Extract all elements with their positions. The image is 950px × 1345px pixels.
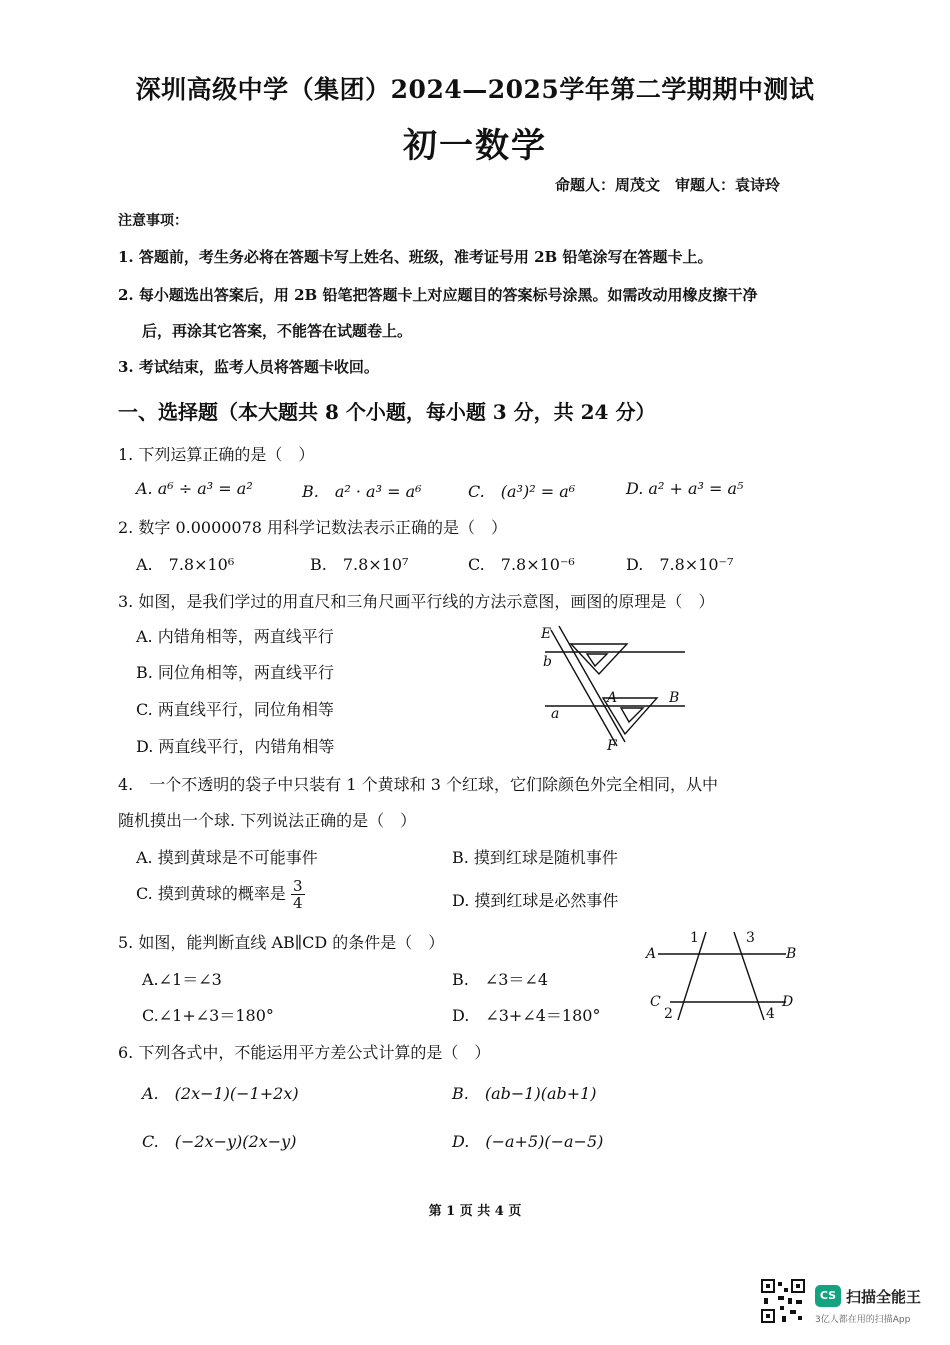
section-title: 一、选择题（本大题共 8 个小题，每小题 3 分，共 24 分） <box>118 400 656 424</box>
question-5-option-c: C.∠1+∠3＝180° <box>142 1006 274 1025</box>
question-1-option-c: C. (a³)² = a⁶ <box>468 482 576 501</box>
question-1-option-a: A. a⁶ ÷ a³ = a² <box>136 479 253 498</box>
notice-item-3: 3. 考试结束，监考人员将答题卡收回。 <box>118 358 379 376</box>
label-point-B: B <box>786 946 797 962</box>
question-3-stem: 3. 如图，是我们学过的用直尺和三角尺画平行线的方法示意图，画图的原理是（ ） <box>118 592 715 611</box>
question-4-option-c-text: C. 摸到黄球的概率是 <box>136 884 286 903</box>
question-2-option-b: B. 7.8×10⁷ <box>310 555 409 574</box>
question-5-option-b: B. ∠3＝∠4 <box>452 970 549 989</box>
question-6-option-a: A. (2x−1)(−1+2x) <box>142 1084 299 1103</box>
exam-title: 深圳高级中学（集团）2024—2025学年第二学期期中测试 <box>135 75 815 104</box>
label-angle-1: 1 <box>690 930 699 946</box>
label-point-D: D <box>782 994 794 1010</box>
label-angle-3: 3 <box>746 930 755 946</box>
question-5-option-a: A.∠1＝∠3 <box>142 970 222 989</box>
ruler-edge-outer <box>551 630 617 746</box>
question-5-option-d: D. ∠3+∠4＝180° <box>452 1006 601 1025</box>
label-B: B <box>669 690 680 706</box>
question-6-option-d: D. (−a+5)(−a−5) <box>452 1132 604 1151</box>
exam-subject: 初一数学 <box>403 126 547 166</box>
label-A: A <box>607 690 618 706</box>
question-2-option-a: A. 7.8×10⁶ <box>136 555 235 574</box>
question-4-stem-line2: 随机摸出一个球. 下列说法正确的是（ ） <box>118 811 417 830</box>
question-6-option-c: C. (−2x−y)(2x−y) <box>142 1132 297 1151</box>
label-a: a <box>551 706 560 722</box>
question-4-option-d: D. 摸到红球是必然事件 <box>452 891 619 910</box>
page-footer: 第 1 页 共 4 页 <box>428 1204 522 1219</box>
question-3-option-c: C. 两直线平行，同位角相等 <box>136 700 334 719</box>
question-6-stem: 6. 下列各式中，不能运用平方差公式计算的是（ ） <box>118 1043 491 1062</box>
camscanner-logo: CS <box>815 1285 841 1307</box>
exam-authors: 命题人：周茂文 审题人：袁诗玲 <box>554 176 780 194</box>
label-b: b <box>543 654 552 670</box>
figure-3-diagram <box>535 622 695 757</box>
question-1-option-b: B. a² · a³ = a⁶ <box>302 482 422 501</box>
question-4-option-c <box>136 878 305 911</box>
question-3-option-d: D. 两直线平行，内错角相等 <box>136 737 335 756</box>
question-4-stem-line1: 4. 一个不透明的袋子中只装有 1 个黄球和 3 个红球，它们除颜色外完全相同，从中 <box>118 775 718 794</box>
notice-heading: 注意事项： <box>118 213 188 229</box>
question-3-option-b: B. 同位角相等，两直线平行 <box>136 663 334 682</box>
question-2-option-d: D. 7.8×10⁻⁷ <box>626 555 734 574</box>
question-4-option-b: B. 摸到红球是随机事件 <box>452 848 618 867</box>
label-angle-4: 4 <box>766 1006 775 1022</box>
triangle-upper <box>571 644 627 674</box>
question-4-option-a: A. 摸到黄球是不可能事件 <box>136 848 318 867</box>
question-2-stem: 2. 数字 0.0000078 用科学记数法表示正确的是（ ） <box>118 518 508 537</box>
qr-code-icon <box>760 1278 806 1324</box>
label-E: E <box>541 626 552 642</box>
question-1-option-d: D. a² + a³ = a⁵ <box>626 479 744 498</box>
camscanner-tagline: 3亿人都在用的扫描App <box>815 1315 911 1325</box>
fraction-three-quarters <box>291 878 305 911</box>
triangle-lower-hole <box>621 708 643 722</box>
camscanner-name: 扫描全能王 <box>846 1288 922 1306</box>
label-point-C: C <box>650 994 661 1010</box>
fraction-numerator: 3 <box>292 877 303 895</box>
notice-item-1: 1. 答题前，考生务必将在答题卡写上姓名、班级，准考证号用 2B 铅笔涂写在答题卡上。 <box>118 248 713 266</box>
label-F: F <box>607 738 617 754</box>
question-1-stem: 1. 下列运算正确的是（ ） <box>118 445 315 464</box>
question-5-stem: 5. 如图，能判断直线 AB∥CD 的条件是（ ） <box>118 933 445 952</box>
fraction-denominator: 4 <box>292 894 303 912</box>
question-2-option-c: C. 7.8×10⁻⁶ <box>468 555 575 574</box>
label-point-A: A <box>646 946 657 962</box>
notice-item-2: 2. 每小题选出答案后，用 2B 铅笔把答题卡上对应题目的答案标号涂黑。如需改动用橡皮擦干净 <box>118 286 758 304</box>
question-3-option-a: A. 内错角相等，两直线平行 <box>136 627 334 646</box>
question-6-option-b: B. (ab−1)(ab+1) <box>452 1084 597 1103</box>
label-angle-2: 2 <box>664 1006 673 1022</box>
figure-5-diagram <box>640 926 800 1026</box>
notice-item-2-cont: 后，再涂其它答案，不能答在试题卷上。 <box>142 322 413 340</box>
